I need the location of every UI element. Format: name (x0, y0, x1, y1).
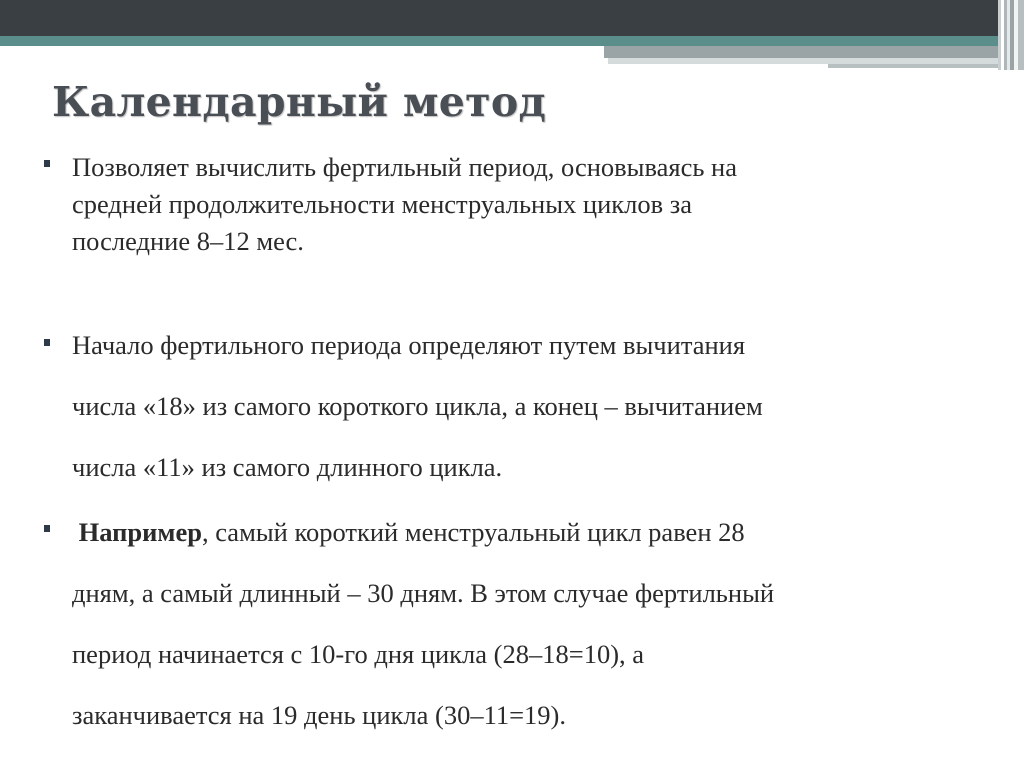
bullet-text-3 (72, 502, 972, 746)
slide-title: Календарный метод (52, 78, 547, 126)
text-line: Начало фертильного периода определяют путем вычитания (72, 330, 746, 360)
header-stripe-line (828, 64, 1004, 68)
bullet-text-1 (72, 149, 972, 260)
text-line: числа «18» из самого короткого цикла, а конец – вычитанием (72, 391, 763, 421)
text-line: Позволяет вычислить фертильный период, основываясь на (72, 152, 737, 182)
emphasis-word: Например (78, 517, 202, 547)
text-line-lead (72, 502, 972, 563)
text-line: период начинается с 10-го дня цикла (28–18=10), а (72, 639, 645, 669)
bullet-marker (44, 160, 50, 167)
header-edge-lines (998, 0, 1024, 70)
header-gap (0, 46, 604, 56)
bullet-marker (44, 339, 50, 346)
header-stripe-grey (604, 46, 1024, 58)
header-bar-dark (0, 0, 1024, 36)
text-line: дням, а самый длинный – 30 дням. В этом случае фертильный (72, 578, 775, 608)
text-line-lead-rest: , самый короткий менструальный цикл равен 28 (201, 517, 745, 547)
text-line: средней продолжительности менструальных циклов за (72, 189, 692, 219)
header-bar-teal (0, 36, 1024, 46)
bullet-marker (44, 525, 50, 532)
text-line: заканчивается на 19 день цикла (30–11=19). (72, 700, 566, 730)
text-line: последние 8–12 мес. (72, 226, 304, 256)
text-line: числа «11» из самого длинного цикла. (72, 452, 503, 482)
bullet-text-2 (72, 315, 972, 498)
